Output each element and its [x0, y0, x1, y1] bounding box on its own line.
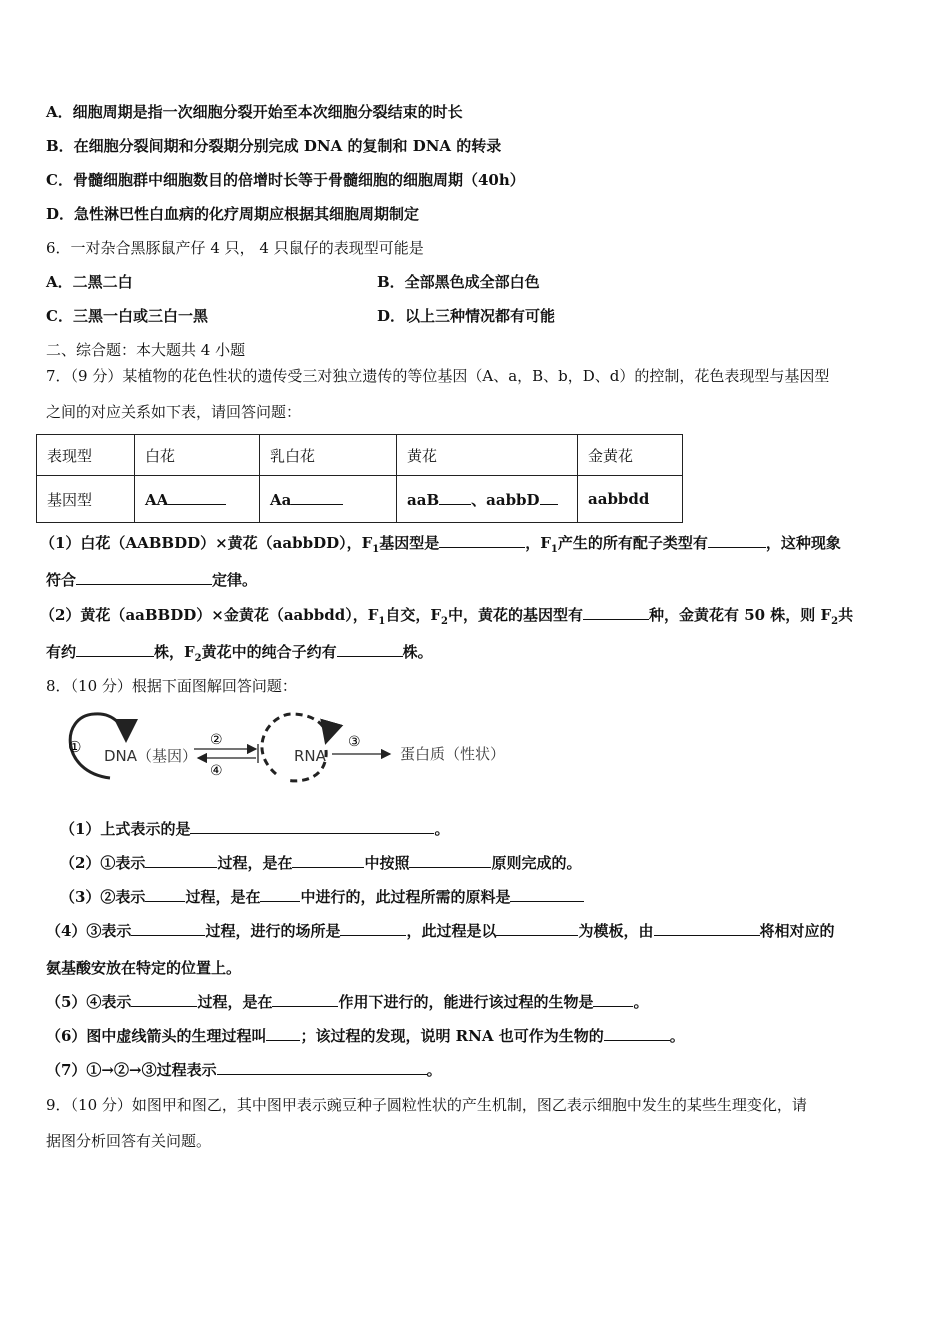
- text: 。: [434, 820, 450, 838]
- answer-blank[interactable]: [145, 887, 185, 902]
- text: （2）黄花（aaBBDD）×金黄花（aabbdd），F: [40, 606, 379, 624]
- q6-option-a: A．二黑二白: [46, 273, 133, 291]
- text: 中，黄花的基因型有: [447, 606, 583, 624]
- text: 为模板，由: [578, 922, 654, 940]
- text: 过程，是在: [185, 888, 261, 906]
- table-header-cell: 表现型: [37, 435, 135, 476]
- text: 原则完成的。: [491, 854, 582, 872]
- subscript: 1: [550, 544, 558, 555]
- text: ，F: [525, 534, 551, 552]
- text: （7）①→②→③过程表示: [46, 1061, 217, 1079]
- q6-option-c: C．三黑一白或三白一黑: [46, 307, 208, 325]
- answer-blank[interactable]: [168, 490, 226, 505]
- answer-blank[interactable]: [708, 533, 766, 548]
- q6-stem: 6．一对杂合黑豚鼠产仔 4 只， 4 只鼠仔的表现型可能是: [46, 239, 424, 257]
- text: 过程，是在: [197, 993, 273, 1011]
- table-row-label: 基因型: [37, 476, 135, 523]
- table-header-cell: 白花: [135, 435, 260, 476]
- answer-blank[interactable]: [260, 887, 300, 902]
- answer-blank[interactable]: [145, 853, 217, 868]
- protein-label: 蛋白质（性状）: [400, 745, 506, 763]
- label-c1: ①: [68, 738, 82, 756]
- q8-part3: [60, 887, 584, 907]
- genotype-aa-het: Aa: [270, 490, 292, 509]
- q8-part6: [46, 1026, 685, 1046]
- subscript: 2: [194, 653, 202, 664]
- text: （1）上式表示的是: [60, 820, 191, 838]
- text: ；该过程的发现，说明 RNA 也可作为生物的: [300, 1027, 604, 1045]
- text: ，此过程是以: [406, 922, 497, 940]
- q9-line2: 据图分析回答有关问题。: [46, 1132, 212, 1150]
- text: 。: [669, 1027, 685, 1045]
- q7-part1-line2: [46, 570, 257, 590]
- q7-part1: [40, 533, 841, 560]
- text: 过程，进行的场所是: [205, 922, 341, 940]
- rna-replication-dashed-arrow: [262, 714, 327, 774]
- answer-blank[interactable]: [131, 992, 197, 1007]
- text: 将相对应的: [759, 922, 835, 940]
- label-c3: ③: [348, 734, 361, 750]
- answer-blank[interactable]: [266, 1026, 300, 1041]
- answer-blank[interactable]: [76, 570, 212, 585]
- subscript: 1: [378, 616, 386, 627]
- text: 共: [838, 606, 854, 624]
- text: （6）图中虚线箭头的生理过程叫: [46, 1027, 267, 1045]
- text: 种，金黄花有 50 株，则 F: [648, 606, 832, 624]
- q5-option-c: C．骨髓细胞群中细胞数目的倍增时长等于骨髓细胞的细胞周期（40h）: [46, 171, 525, 189]
- text: 。: [426, 1061, 442, 1079]
- q8-part2: [60, 853, 582, 873]
- table-header-cell: 黄花: [397, 435, 578, 476]
- label-c2: ②: [210, 732, 223, 748]
- genotype-aab: aaB: [407, 490, 440, 509]
- text: 基因型是: [379, 534, 440, 552]
- genotype-table: [36, 434, 683, 523]
- text: （5）④表示: [46, 993, 132, 1011]
- text: 有约: [46, 643, 77, 661]
- q8-part4: [46, 921, 835, 941]
- text: （4）③表示: [46, 922, 132, 940]
- dna-label: DNA（基因）: [104, 747, 198, 765]
- text: ，这种现象: [765, 534, 841, 552]
- q8-part5: [46, 992, 649, 1012]
- table-cell: aabbdd: [578, 476, 683, 523]
- rna-label: RNA: [294, 747, 326, 765]
- central-dogma-diagram: [60, 708, 520, 790]
- q5-option-b: B．在细胞分裂间期和分裂期分别完成 DNA 的复制和 DNA 的转录: [46, 137, 502, 155]
- table-header-cell: 乳白花: [260, 435, 397, 476]
- answer-blank[interactable]: [409, 853, 491, 868]
- text: 中进行的，此过程所需的原料是: [300, 888, 511, 906]
- answer-blank[interactable]: [131, 921, 205, 936]
- subscript: 1: [372, 544, 380, 555]
- answer-blank[interactable]: [337, 642, 403, 657]
- q8-part4-line2: 氨基酸安放在特定的位置上。: [46, 959, 242, 977]
- subscript: 2: [440, 616, 448, 627]
- q7-stem-line2: 之间的对应关系如下表，请回答问题：: [46, 403, 302, 421]
- text: 黄花中的纯合子约有: [201, 643, 337, 661]
- answer-blank[interactable]: [340, 921, 406, 936]
- label-c4: ④: [210, 763, 223, 779]
- table-row: [37, 476, 683, 523]
- answer-blank[interactable]: [593, 992, 633, 1007]
- text: 产生的所有配子类型有: [557, 534, 708, 552]
- answer-blank[interactable]: [439, 533, 525, 548]
- table-cell: [260, 476, 397, 523]
- answer-blank[interactable]: [291, 490, 343, 505]
- q9-line1: 9．（10 分）如图甲和图乙，其中图甲表示豌豆种子圆粒性状的产生机制，图乙表示细胞中发生的某些生理变化，请: [46, 1096, 807, 1114]
- text: 作用下进行的，能进行该过程的生物是: [338, 993, 594, 1011]
- genotype-aabbd: 、aabbD: [471, 490, 540, 509]
- answer-blank[interactable]: [439, 490, 471, 505]
- genotype-aa: AA: [145, 490, 169, 509]
- text: 株。: [402, 643, 433, 661]
- table-cell: [135, 476, 260, 523]
- answer-blank[interactable]: [217, 1060, 427, 1075]
- text: 中按照: [364, 854, 410, 872]
- q7-part2-line2: [46, 642, 433, 669]
- answer-blank[interactable]: [76, 642, 154, 657]
- section-title: 二、综合题：本大题共 4 小题: [46, 341, 246, 359]
- q7-part2: [40, 605, 853, 632]
- q5-option-d: D．急性淋巴性白血病的化疗周期应根据其细胞周期制定: [46, 205, 420, 223]
- subscript: 2: [831, 616, 839, 627]
- q6-option-b: B．全部黑色成全部白色: [377, 273, 540, 291]
- q8-part7: [46, 1060, 442, 1080]
- text: 过程，是在: [217, 854, 293, 872]
- text: 定律。: [212, 571, 258, 589]
- answer-blank[interactable]: [583, 605, 649, 620]
- answer-blank[interactable]: [604, 1026, 670, 1041]
- q8-part1: [60, 819, 449, 839]
- answer-blank[interactable]: [272, 992, 338, 1007]
- q6-option-d: D．以上三种情况都有可能: [377, 307, 556, 325]
- text: （1）白花（AABBDD）×黄花（aabbDD），F: [40, 534, 373, 552]
- q7-stem-line1: 7．（9 分）某植物的花色性状的遗传受三对独立遗传的等位基因（A、a，B、b，D、d）的控制，花色表现型与基因型: [46, 367, 830, 385]
- text: 符合: [46, 571, 77, 589]
- answer-blank[interactable]: [540, 490, 558, 505]
- table-header-cell: 金黄花: [578, 435, 683, 476]
- q8-stem: 8．（10 分）根据下面图解回答问题：: [46, 677, 297, 695]
- answer-blank[interactable]: [292, 853, 364, 868]
- answer-blank[interactable]: [190, 819, 434, 834]
- answer-blank[interactable]: [510, 887, 584, 902]
- text: 自交，F: [385, 606, 441, 624]
- table-cell: [397, 476, 578, 523]
- text: （2）①表示: [60, 854, 146, 872]
- text: 。: [633, 993, 649, 1011]
- answer-blank[interactable]: [496, 921, 578, 936]
- table-header-row: [37, 435, 683, 476]
- q5-option-a: A．细胞周期是指一次细胞分裂开始至本次细胞分裂结束的时长: [46, 103, 463, 121]
- answer-blank[interactable]: [654, 921, 760, 936]
- text: （3）②表示: [60, 888, 146, 906]
- text: 株，F: [154, 643, 195, 661]
